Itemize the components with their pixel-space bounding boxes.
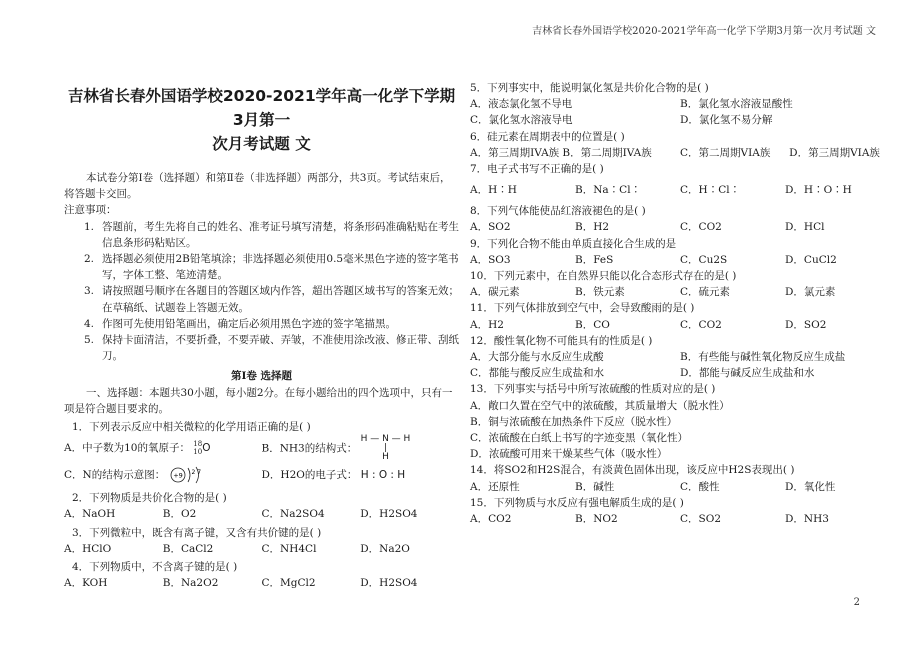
question-3-options xyxy=(64,541,459,557)
exam-intro: 本试卷分第Ⅰ卷（选择题）和第Ⅱ卷（非选择题）两部分，共3页。考试结束后，将答题卡交回。 xyxy=(64,172,451,201)
question-3-stem: 3．下列微粒中，既含有离子键，又含有共价键的是( ) xyxy=(72,526,322,539)
running-header: 吉林省长春外国语学校2020-2021学年高一化学下学期3月第一次月考试题 文 xyxy=(532,26,876,37)
question-8-option-b: B．H2 xyxy=(575,221,610,234)
question-12-option-d: D．都能与碱反应生成盐和水 xyxy=(680,367,815,380)
question-2-option-c: C．Na2SO4 xyxy=(261,508,325,521)
question-7-options xyxy=(470,177,890,203)
question-15-options xyxy=(470,511,890,527)
section-intro: 一、选择题：本题共30小题，每小题2分。在每小题给出的四个选项中，只有一项是符合题目要求的。 xyxy=(64,386,453,415)
notice-item: 1. 答题前，考生先将自己的姓名、准考证号填写清楚，将条形码准确粘贴在考生信息条形码粘贴区。 xyxy=(84,220,459,249)
question-13-option-a: A．敞口久置在空气中的浓硫酸，其质量增大（脱水性） xyxy=(470,399,730,412)
notice-list xyxy=(64,219,459,365)
question-3-option-d: D．Na2O xyxy=(360,542,410,555)
question-5-option-a: A．液态氯化氢不导电 xyxy=(470,98,573,111)
question-12-option-b: B．有些能与碱性氧化物反应生成盐 xyxy=(680,351,846,364)
question-14-stem: 14．将SO2和H2S混合，有淡黄色固体出现，该反应中H2S表现出( ) xyxy=(470,464,795,477)
question-1-option-d: D．H2O的电子式： H : O : H xyxy=(261,469,406,482)
question-11-stem: 11．下列气体排放到空气中，会导致酸雨的是( ) xyxy=(470,302,695,315)
question-14-option-a: A．还原性 xyxy=(470,480,520,493)
question-3-option-a: A．HClO xyxy=(64,542,112,555)
exam-title xyxy=(64,84,459,156)
question-5-stem: 5．下列事实中，能说明氯化氢是共价化合物的是( ) xyxy=(470,82,709,94)
notice-item: 2. 选择题必须使用2B铅笔填涂；非选择题必须使用0.5毫米黑色字迹的签字笔书写，字体工整、笔迹清楚。 xyxy=(84,253,459,282)
question-11-option-a: A．H2 xyxy=(470,318,504,331)
atom-structure-diagram xyxy=(169,465,209,485)
question-6-option-b: B．第二周期IVA族 xyxy=(562,146,652,159)
page-number: 2 xyxy=(853,597,860,608)
question-10-option-b: B．铁元素 xyxy=(575,286,625,299)
question-4-option-d: D．H2SO4 xyxy=(360,577,418,590)
question-9-option-d: D．CuCl2 xyxy=(785,253,837,266)
question-15-option-c: C．SO2 xyxy=(680,513,722,526)
exam-title-line1: 吉林省长春外国语学校2020-2021学年高一化学下学期3月第一 xyxy=(67,87,456,129)
question-10-option-c: C．硫元素 xyxy=(680,286,731,299)
question-2-stem: 2．下列物质是共价化合物的是( ) xyxy=(72,492,227,505)
question-15-option-d: D．NH3 xyxy=(785,513,829,526)
question-13-stem: 13．下列事实与括号中所写浓硫酸的性质对应的是( ) xyxy=(470,383,716,396)
question-14-options xyxy=(470,479,890,495)
question-2-option-b: B．O2 xyxy=(162,508,197,521)
question-6-options xyxy=(470,145,890,161)
question-1-option-a: A．中子数为10的氧原子： 18 10O xyxy=(64,440,211,457)
question-11-option-c: C．CO2 xyxy=(680,318,722,331)
question-6-option-c: C．第二周期VIA族 xyxy=(679,146,771,159)
question-4-option-b: B．Na2O2 xyxy=(162,577,219,590)
question-6-stem: 6．硅元素在周期表中的位置是( ) xyxy=(470,130,625,143)
water-electron-formula: H : O : H xyxy=(360,469,406,482)
question-8-options xyxy=(470,219,890,235)
nh3-structure: H — N — H | H xyxy=(360,434,411,463)
question-5-option-b: B．氯化氢水溶液显酸性 xyxy=(680,98,793,111)
question-4-option-a: A．KOH xyxy=(64,577,108,590)
question-4-options xyxy=(64,575,459,591)
atomic-number: 10 xyxy=(193,448,203,457)
question-11-option-d: D．SO2 xyxy=(785,318,827,331)
question-2-option-d: D．H2SO4 xyxy=(360,508,418,521)
question-13-option-c: C．浓硫酸在白纸上书写的字迹变黑（氧化性） xyxy=(470,432,689,445)
question-5-options-ab xyxy=(470,96,890,112)
question-11-options xyxy=(470,317,890,333)
question-9-option-c: C．Cu2S xyxy=(680,253,728,266)
question-1-option-c: C．N的结构示意图： +9 2 7 xyxy=(64,462,262,488)
question-4-stem: 4．下列物质中，不含离子键的是( ) xyxy=(72,561,238,574)
question-12-option-c: C．都能与酸反应生成盐和水 xyxy=(470,367,605,380)
question-6-option-a: A．第三周期IVA族 xyxy=(470,146,560,159)
question-8-option-c: C．CO2 xyxy=(680,221,722,234)
question-5-option-c: C．氯化氢水溶液导电 xyxy=(470,114,573,127)
question-7-stem: 7．电子式书写不正确的是( ) xyxy=(470,163,604,176)
question-8-stem: 8．下列气体能使品红溶液褪色的是( ) xyxy=(470,205,646,218)
question-4-option-c: C．MgCl2 xyxy=(261,577,316,590)
question-9-option-b: B．FeS xyxy=(575,253,614,266)
question-12-stem: 12．酸性氧化物不可能具有的性质是( ) xyxy=(470,334,653,347)
question-11-option-b: B．CO xyxy=(575,318,610,331)
question-1-options-cd xyxy=(64,462,459,488)
left-column xyxy=(64,84,459,591)
question-14-option-c: C．酸性 xyxy=(680,480,720,493)
question-3-option-c: C．NH4Cl xyxy=(261,542,317,555)
question-7-option-a: A．H∶H xyxy=(470,184,517,197)
notice-label: 注意事项： xyxy=(64,204,117,217)
question-10-stem: 10．下列元素中，在自然界只能以化合态形式存在的是( ) xyxy=(470,270,737,283)
question-10-options xyxy=(470,284,890,300)
section-title: 第Ⅰ卷 选择题 xyxy=(230,370,293,383)
question-15-option-b: B．NO2 xyxy=(575,513,618,526)
question-8-option-d: D．HCl xyxy=(785,221,825,234)
question-15-stem: 15．下列物质与水反应有强电解质生成的是( ) xyxy=(470,496,684,509)
question-12-option-a: A．大部分能与水反应生成酸 xyxy=(470,351,604,364)
question-12-options-cd xyxy=(470,365,890,381)
question-7-option-b: B．Na∶Cl∶ xyxy=(575,184,642,197)
right-column xyxy=(470,80,890,527)
question-10-option-d: D．氯元素 xyxy=(785,286,836,299)
question-7-option-d: D．H∶O∶H xyxy=(785,184,852,197)
question-5-option-d: D．氯化氢不易分解 xyxy=(680,114,773,127)
question-12-options-ab xyxy=(470,349,890,365)
mass-number: 18 xyxy=(193,440,203,449)
question-2-options xyxy=(64,506,459,522)
notice-item: 4. 作图可先使用铅笔画出，确定后必须用黑色字迹的签字笔描黑。 xyxy=(84,317,396,330)
question-9-option-a: A．SO3 xyxy=(470,253,511,266)
question-6-option-d: D．第三周期VIA族 xyxy=(789,146,880,159)
question-7-option-c: C．H∶Cl∶ xyxy=(680,184,741,197)
question-14-option-d: D．氧化性 xyxy=(785,480,836,493)
question-9-options xyxy=(470,252,890,268)
shell-electrons: 2 7 xyxy=(191,469,201,477)
question-13-option-d: D．浓硫酸可用来干燥某些气体（吸水性） xyxy=(470,448,668,461)
question-14-option-b: B．碱性 xyxy=(575,480,615,493)
question-5-options-cd xyxy=(470,112,890,128)
nucleus-charge: +9 xyxy=(172,471,183,480)
notice-item: 5. 保持卡面清洁，不要折叠，不要弄破、弄皱，不准使用涂改液、修正带、刮纸刀。 xyxy=(84,334,459,363)
exam-title-line2: 次月考试题 文 xyxy=(212,135,311,153)
question-2-option-a: A．NaOH xyxy=(64,508,116,521)
question-1-option-b: B．NH3的结构式： H — N — H | H xyxy=(261,434,411,463)
oxygen-symbol: O xyxy=(202,442,211,455)
question-8-option-a: A．SO2 xyxy=(470,221,511,234)
notice-item: 3. 请按照题号顺序在各题目的答题区域内作答，超出答题区域书写的答案无效；在草稿纸、试题卷上答题无效。 xyxy=(84,285,459,314)
question-1-stem: 1．下列表示反应中相关微粒的化学用语正确的是( ) xyxy=(72,421,311,434)
question-3-option-b: B．CaCl2 xyxy=(162,542,214,555)
question-9-stem: 9．下列化合物不能由单质直接化合生成的是 xyxy=(470,237,677,250)
question-10-option-a: A．碳元素 xyxy=(470,286,520,299)
question-13-option-b: B．铜与浓硫酸在加热条件下反应（脱水性） xyxy=(470,415,678,428)
question-15-option-a: A．CO2 xyxy=(470,513,512,526)
question-1-options-ab xyxy=(64,435,459,462)
